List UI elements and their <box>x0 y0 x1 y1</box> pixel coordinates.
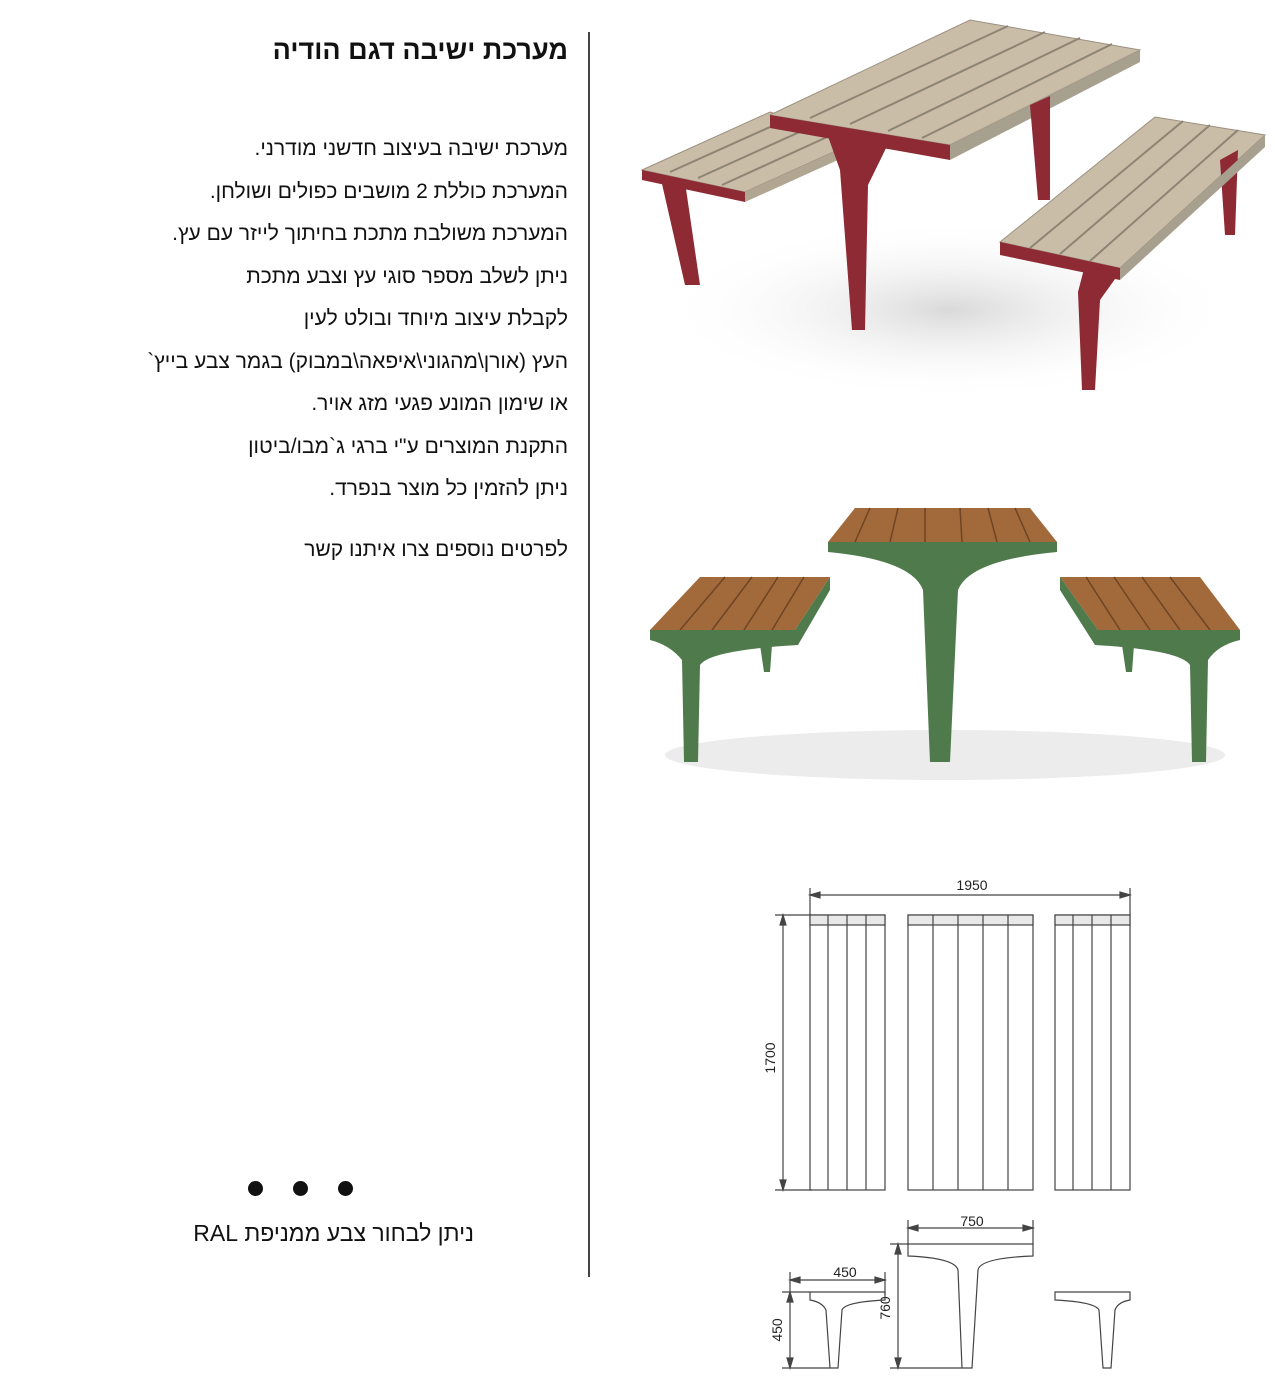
bench-height-label: 450 <box>769 1318 785 1342</box>
dot <box>293 1181 308 1196</box>
table-width-label: 750 <box>960 1213 984 1229</box>
description-line: התקנת המוצרים ע"י ברגי ג`מבו/ביטון <box>248 434 568 458</box>
description-line: העץ (אורן\מהגוני\איפאה\במבוק) בגמר צבע בייץ` <box>147 349 568 373</box>
dot <box>338 1181 353 1196</box>
technical-drawing <box>750 870 1170 1380</box>
description-line: מערכת ישיבה בעיצוב חדשני מודרני. <box>254 137 568 160</box>
description-line: ניתן להזמין כל מוצר בנפרד. <box>329 477 568 500</box>
table <box>828 508 1057 762</box>
right-bench-elevation <box>1055 1292 1130 1368</box>
description-line: לקבלת עיצוב מיוחד ובולט לעין <box>303 307 568 330</box>
left-bench-elevation <box>810 1292 885 1368</box>
description-column <box>120 30 568 562</box>
ral-color-dots <box>248 1177 368 1199</box>
ral-note: ניתן לבחור צבע ממניפת RAL <box>193 1220 474 1246</box>
description-line: המערכת משולבת מתכת בחיתוך לייזר עם עץ. <box>172 222 568 245</box>
dot <box>248 1181 263 1196</box>
table-height-label: 760 <box>877 1296 893 1320</box>
left-bench-plan <box>810 915 885 1190</box>
right-bench-plan <box>1055 915 1130 1190</box>
red-picnic-set-image <box>630 10 1270 410</box>
table-elevation <box>908 1244 1033 1368</box>
page-title: מערכת ישיבה דגם הודיה <box>272 35 568 65</box>
top-depth-label: 1700 <box>762 1042 778 1074</box>
description <box>120 128 568 511</box>
description-line: המערכת כוללת 2 מושבים כפולים ושולחן. <box>209 179 568 203</box>
contact-text: לפרטים נוספים צרו איתנו קשר <box>304 537 568 561</box>
vertical-divider <box>588 32 590 1277</box>
green-picnic-set-image <box>640 500 1250 780</box>
description-line: או שימון המונע פגעי מזג אויר. <box>311 392 568 415</box>
description-line: ניתן לשלב מספר סוגי עץ וצבע מתכת <box>246 264 568 288</box>
bench-width-label: 450 <box>833 1264 857 1280</box>
table-plan <box>908 915 1033 1190</box>
top-width-label: 1950 <box>956 877 988 893</box>
